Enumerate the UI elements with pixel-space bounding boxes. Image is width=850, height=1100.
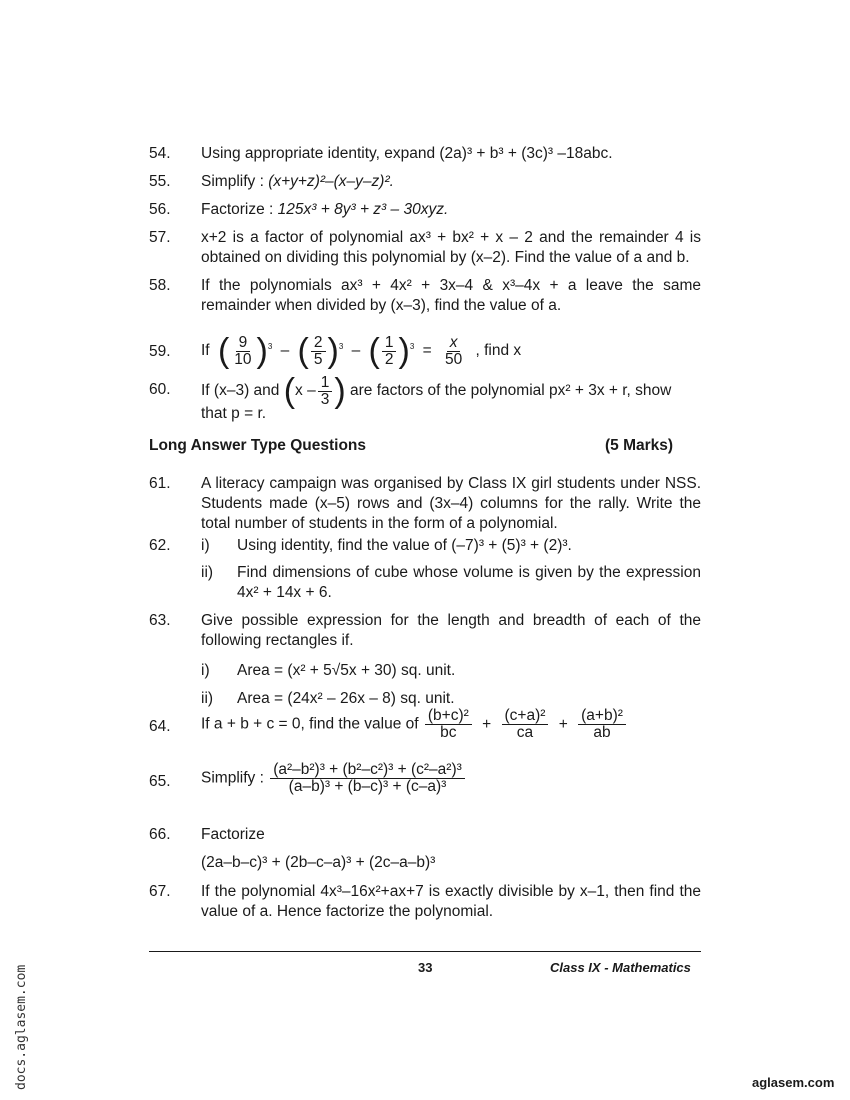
question-prefix: If (x–3) and (201, 382, 280, 399)
question-text-line2: that p = r. (201, 405, 267, 422)
part-text: Area = (x² + 5√5x + 30) sq. unit. (237, 662, 456, 679)
question-text (201, 334, 701, 368)
question-62-part-i (201, 536, 701, 556)
part-label: ii) (201, 564, 214, 581)
numerator: 2 (311, 335, 326, 352)
minus-sign: – (351, 342, 361, 359)
question-number: 57. (149, 229, 171, 246)
bracket-close: ) (327, 332, 339, 370)
denominator: ca (516, 724, 534, 741)
question-number: 66. (149, 826, 171, 843)
question-text: Give possible expression for the length and breadth of each of the following rectangles if. (201, 612, 701, 649)
question-prefix: Simplify : (201, 769, 264, 787)
fraction-result (442, 335, 465, 368)
bracket-close: ) (334, 372, 346, 410)
question-58 (149, 276, 701, 316)
section-title: Long Answer Type Questions (149, 437, 367, 454)
denominator: 2 (384, 350, 394, 368)
question-number: 55. (149, 173, 171, 190)
question-text: Using appropriate identity, expand (2a)³ + b³ + (3c)³ –18abc. (201, 145, 613, 162)
brand-link[interactable]: aglasem.com (752, 1075, 835, 1090)
fraction-2 (502, 708, 549, 741)
question-66 (149, 825, 701, 873)
denominator: 5 (313, 350, 323, 368)
bracket-close: ) (256, 332, 268, 370)
question-67 (149, 882, 701, 922)
part-text: Area = (24x² – 26x – 8) sq. unit. (237, 690, 455, 707)
question-number: 56. (149, 201, 171, 218)
denominator: 3 (320, 390, 330, 408)
question-number: 63. (149, 612, 171, 629)
question-63 (149, 611, 701, 651)
fraction-1 (231, 335, 254, 368)
question-number: 61. (149, 475, 171, 492)
question-number: 62. (149, 537, 171, 554)
question-59 (149, 334, 701, 368)
denominator: bc (440, 724, 457, 741)
question-prefix: Simplify : (201, 173, 269, 190)
question-text (201, 200, 701, 220)
denominator: 50 (444, 350, 463, 368)
question-number: 67. (149, 883, 171, 900)
denominator: 10 (234, 350, 252, 368)
factor-variable: x – (295, 382, 316, 399)
question-number: 64. (149, 718, 171, 735)
question-number: 58. (149, 277, 171, 294)
numerator: (b+c)² (425, 708, 472, 725)
footer-divider (149, 951, 701, 952)
question-text (201, 762, 701, 795)
question-expression: 125x³ + 8y³ + z³ – 30xyz. (277, 201, 449, 218)
bracket-open: ( (283, 372, 296, 410)
question-text (201, 825, 701, 873)
numerator: 9 (236, 335, 251, 352)
question-55 (149, 172, 701, 192)
question-number: 54. (149, 145, 171, 162)
question-61 (149, 474, 701, 534)
question-expression: (2a–b–c)³ + (2b–c–a)³ + (2c–a–b)³ (201, 854, 436, 871)
fraction (270, 762, 465, 795)
question-text: x+2 is a factor of polynomial ax³ + bx² + x – 2 and the remainder 4 is obtained on dividing this polynomial by (x–2). Find the value of a and b. (201, 229, 701, 266)
footer-label: Class IX - Mathematics (550, 960, 691, 975)
part-label: ii) (201, 690, 214, 707)
fraction (318, 375, 333, 408)
question-prefix: Factorize : (201, 201, 278, 218)
denominator: ab (593, 724, 611, 741)
bracket-open: ( (297, 332, 309, 370)
question-text-continued: are factors of the polynomial px² + 3x + r, show (350, 382, 672, 399)
question-number: 59. (149, 343, 171, 360)
page-number: 33 (418, 960, 433, 975)
numerator: 1 (382, 335, 397, 352)
denominator: (a–b)³ + (b–c)³ + (c–a)³ (288, 778, 447, 795)
fraction-1 (425, 708, 472, 741)
question-54 (149, 144, 701, 164)
numerator: (a+b)² (578, 708, 626, 725)
question-tail: , find x (475, 342, 522, 359)
section-marks: (5 Marks) (605, 437, 674, 454)
question-prefix: If a + b + c = 0, find the value of (201, 715, 419, 733)
numerator: (c+a)² (502, 708, 549, 725)
bracket-open: ( (368, 332, 380, 370)
exponent: 3 (338, 342, 344, 352)
plus-sign: + (558, 715, 568, 733)
question-label: Factorize (201, 826, 265, 843)
question-65 (149, 762, 701, 795)
question-number: 60. (149, 381, 171, 398)
question-60 (149, 374, 701, 424)
watermark: docs.aglasem.com (14, 964, 29, 1090)
question-63-part-i (201, 661, 701, 681)
numerator: x (447, 335, 461, 352)
part-label: i) (201, 537, 210, 554)
question-63-part-ii (201, 689, 701, 709)
question-text (201, 172, 701, 192)
numerator: (a²–b²)³ + (b²–c²)³ + (c²–a²)³ (270, 762, 465, 779)
equals-sign: = (422, 342, 432, 359)
numerator: 1 (318, 375, 333, 392)
question-62-part-ii (201, 563, 701, 603)
question-64 (149, 708, 701, 741)
question-text: If the polynomials ax³ + 4x² + 3x–4 & x³–4x + a leave the same remainder when divided by (x–3), find the value of a. (201, 277, 701, 314)
question-text: If the polynomial 4x³–16x²+ax+7 is exactly divisible by x–1, then find the value of a. Hence factorize the polynomial. (201, 883, 701, 920)
fraction-3 (578, 708, 626, 741)
question-text (201, 374, 701, 424)
bracket-close: ) (398, 332, 410, 370)
question-expression: (x+y+z)²–(x–y–z)². (268, 173, 394, 190)
question-56 (149, 200, 701, 220)
fraction-2 (311, 335, 326, 368)
minus-sign: – (280, 342, 290, 359)
exponent: 3 (267, 342, 273, 352)
question-number: 65. (149, 773, 171, 790)
part-text: Find dimensions of cube whose volume is given by the expression 4x² + 14x + 6. (237, 564, 701, 601)
part-label: i) (201, 662, 210, 679)
bracket-open: ( (217, 332, 230, 370)
part-text: Using identity, find the value of (–7)³ + (5)³ + (2)³. (237, 537, 572, 554)
question-text (201, 708, 701, 741)
question-prefix: If (201, 342, 210, 359)
question-57 (149, 228, 701, 268)
question-text: A literacy campaign was organised by Class IX girl students under NSS. Students made (x–5) rows and (3x–4) columns for the rally. Write the total number of students in the form of a polynomial. (201, 475, 701, 532)
fraction-3 (382, 335, 397, 368)
plus-sign: + (482, 715, 492, 733)
exponent: 3 (409, 342, 415, 352)
